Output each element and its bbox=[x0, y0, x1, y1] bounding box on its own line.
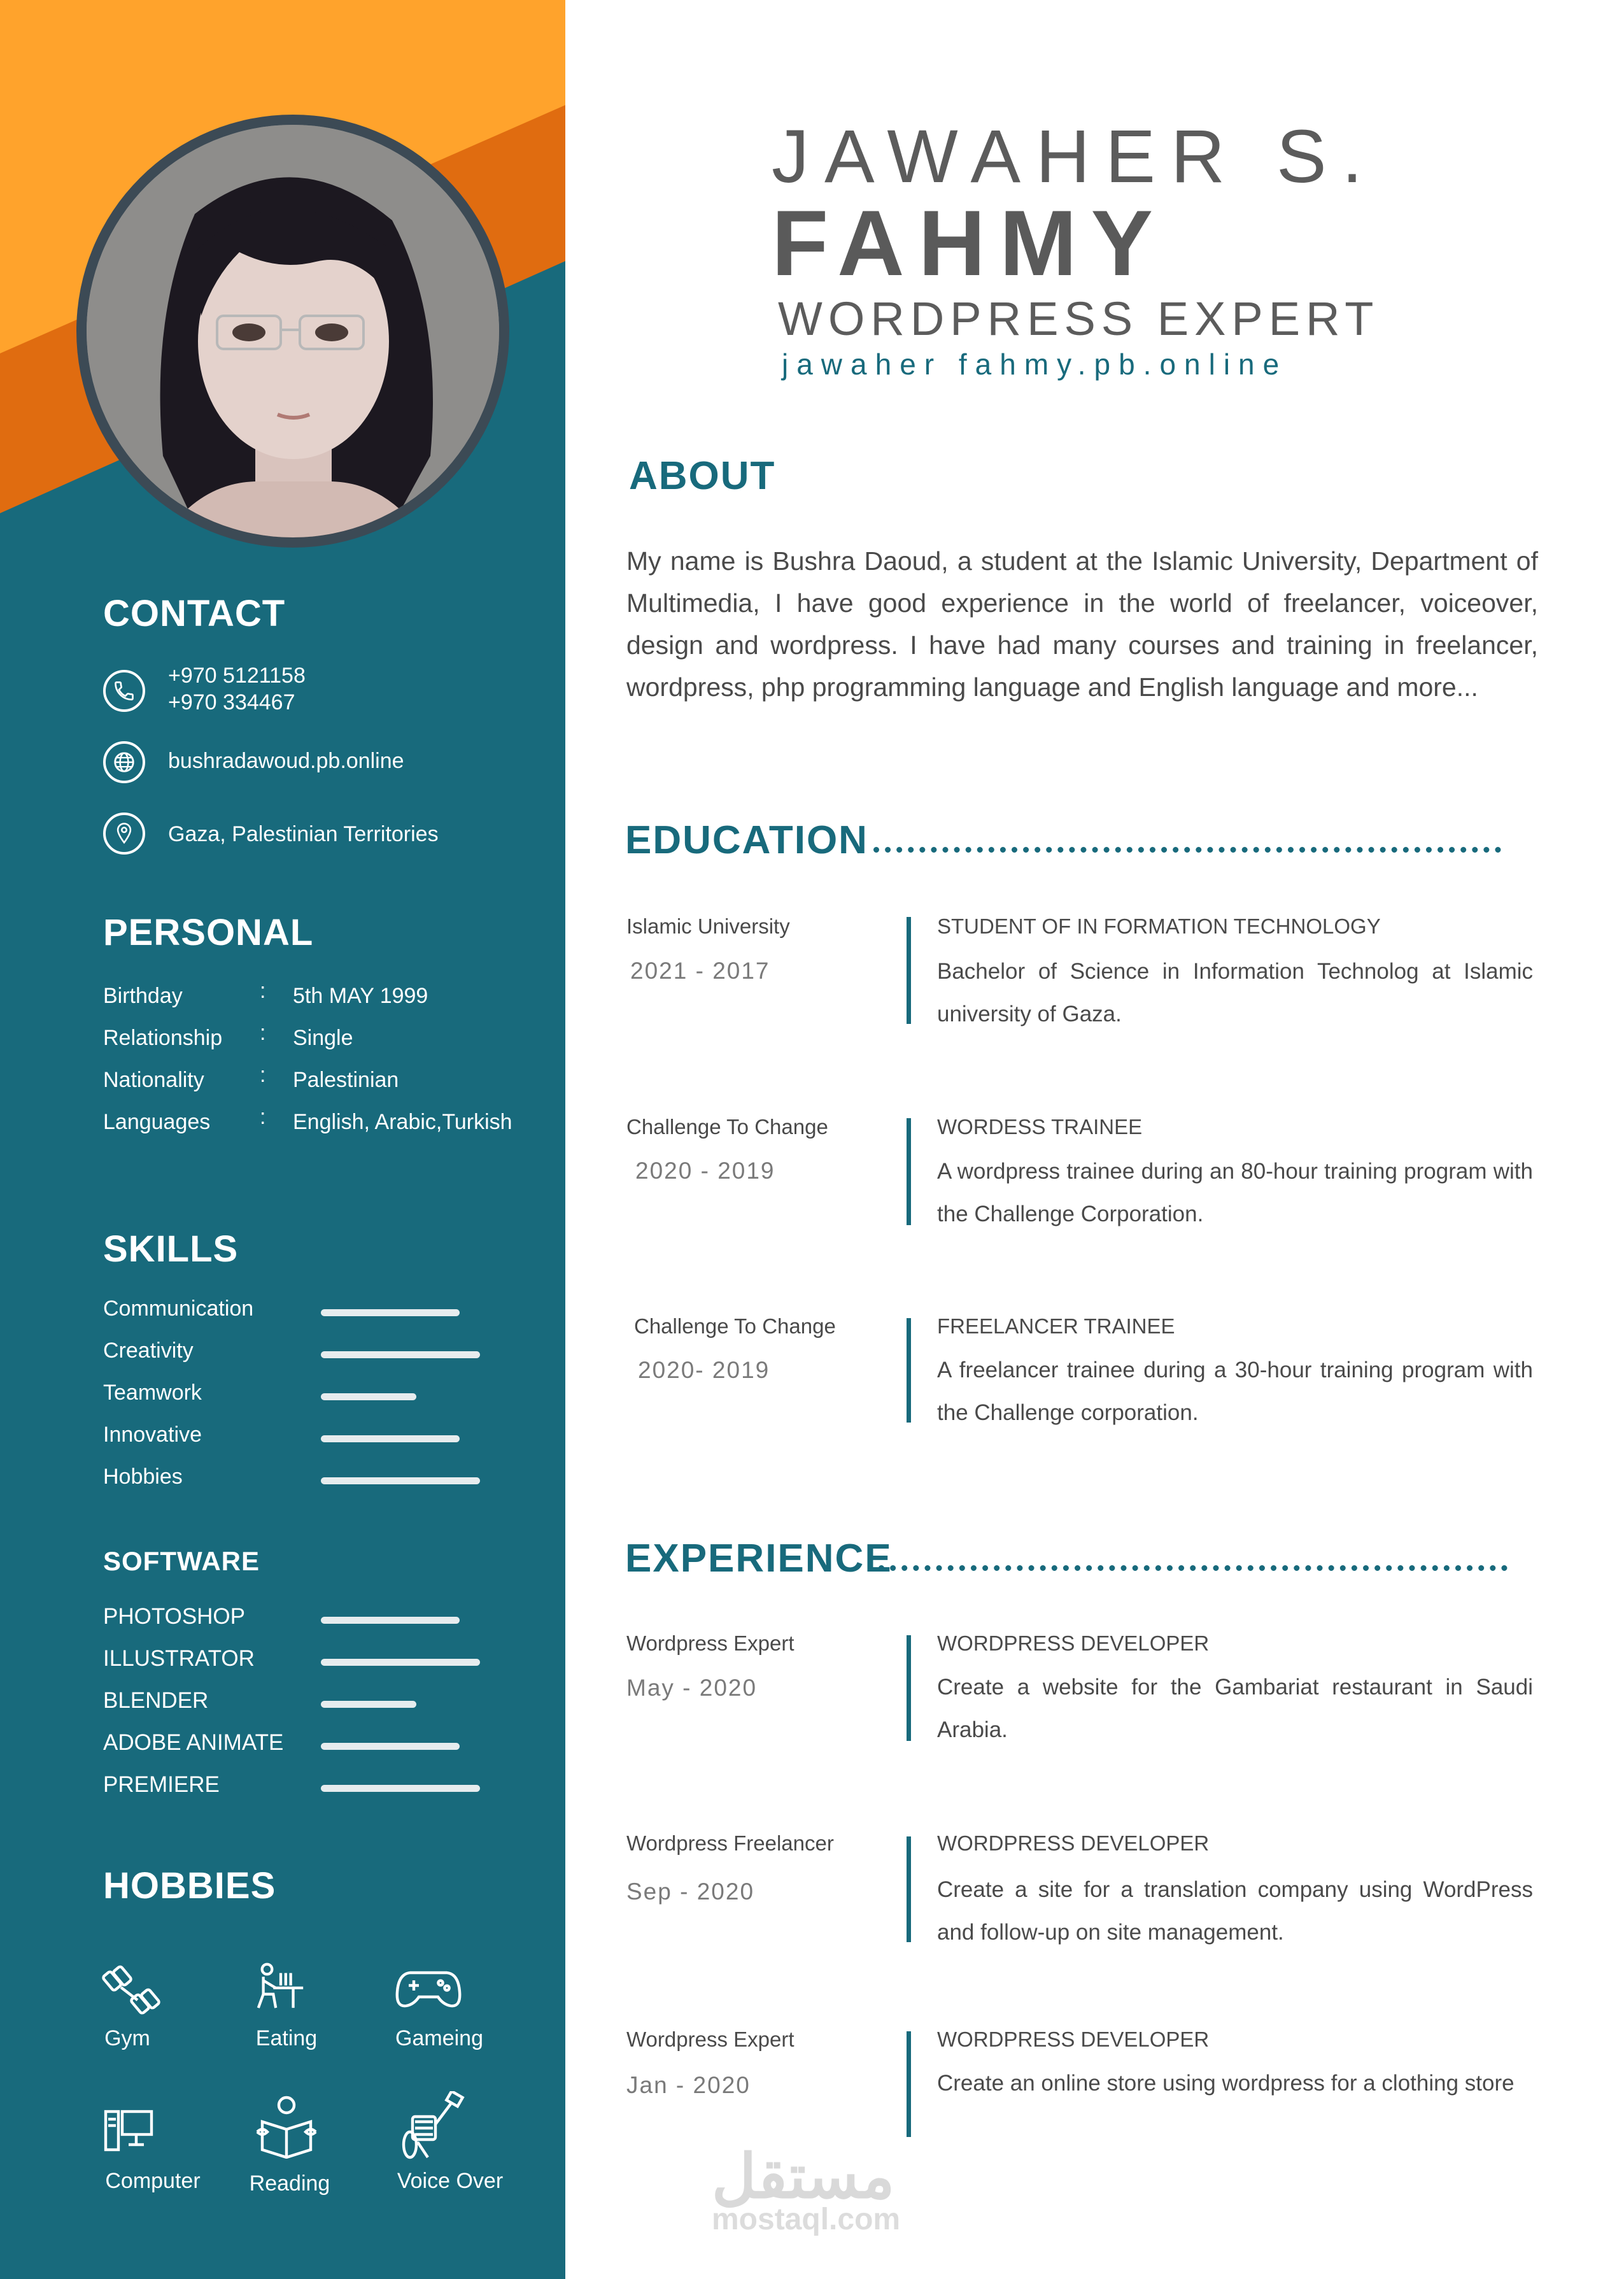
last-name: FAHMY bbox=[772, 191, 1167, 295]
education-desc: A freelancer trainee during a 30-hour training program with the Challenge corporation. bbox=[937, 1358, 1533, 1425]
experience-divider bbox=[907, 2031, 911, 2137]
profile-photo bbox=[87, 125, 499, 537]
education-org: Challenge To Change bbox=[634, 1314, 836, 1338]
software-level-bar bbox=[321, 1743, 460, 1750]
personal-label-relationship: Relationship bbox=[103, 1026, 223, 1050]
education-title: WORDESS TRAINEE bbox=[937, 1115, 1143, 1139]
phone-number-2: +970 334467 bbox=[168, 690, 295, 714]
skill-level-bar bbox=[321, 1477, 480, 1484]
personal-heading: PERSONAL bbox=[103, 912, 314, 953]
watermark-logo: مستقل bbox=[712, 2143, 895, 2211]
experience-title: WORDPRESS DEVELOPER bbox=[937, 1831, 1210, 1855]
software-label: ILLUSTRATOR bbox=[103, 1646, 255, 1671]
education-dotted-rule bbox=[873, 847, 1501, 853]
contact-location: Gaza, Palestinian Territories bbox=[168, 822, 439, 846]
contact-website: bushradawoud.pb.online bbox=[168, 749, 404, 773]
hobby-label-gym: Gym bbox=[104, 2026, 150, 2050]
experience-org: Wordpress Expert bbox=[626, 1631, 794, 1655]
experience-desc: Create an online store using wordpress for a clothing store bbox=[937, 2071, 1515, 2096]
experience-title: WORDPRESS DEVELOPER bbox=[937, 1631, 1210, 1655]
software-level-bar bbox=[321, 1701, 416, 1708]
education-title: STUDENT OF IN FORMATION TECHNOLOGY bbox=[937, 914, 1381, 938]
education-desc: Bachelor of Science in Information Technolog at Islamic university of Gaza. bbox=[937, 959, 1533, 1026]
personal-separator: : bbox=[260, 1021, 266, 1045]
eating-icon bbox=[253, 1960, 308, 2011]
education-date: 2020 - 2019 bbox=[635, 1158, 775, 1184]
experience-divider bbox=[907, 1635, 911, 1741]
personal-value-languages: English, Arabic,Turkish bbox=[293, 1110, 512, 1134]
education-divider bbox=[907, 1318, 911, 1423]
skill-level-bar bbox=[321, 1393, 416, 1400]
education-title: FREELANCER TRAINEE bbox=[937, 1314, 1175, 1338]
software-level-bar bbox=[321, 1785, 480, 1792]
personal-value-nationality: Palestinian bbox=[293, 1068, 399, 1092]
hobby-label-gaming: Gameing bbox=[395, 2026, 483, 2050]
personal-separator: : bbox=[260, 979, 266, 1003]
skill-label: Teamwork bbox=[103, 1381, 202, 1405]
education-org: Challenge To Change bbox=[626, 1115, 828, 1139]
software-level-bar bbox=[321, 1617, 460, 1624]
location-pin-icon bbox=[103, 813, 145, 855]
education-heading: EDUCATION bbox=[625, 818, 868, 862]
experience-date: May - 2020 bbox=[626, 1675, 758, 1701]
skill-label: Innovative bbox=[103, 1423, 202, 1447]
skills-heading: SKILLS bbox=[103, 1228, 239, 1270]
watermark-url: mostaql.com bbox=[712, 2203, 901, 2236]
about-text: My name is Bushra Daoud, a student at the Islamic University, Department of Multimedia, I have good experience in the world of freelancer, voiceover, design and wordpress. I have had many courses and training in freelancer, wordpress, php programming language and English language and more... bbox=[626, 546, 1538, 702]
software-level-bar bbox=[321, 1659, 480, 1666]
contact-heading: CONTACT bbox=[103, 593, 286, 634]
software-heading: SOFTWARE bbox=[103, 1546, 260, 1576]
education-org: Islamic University bbox=[626, 914, 790, 938]
computer-icon bbox=[103, 2106, 154, 2155]
software-label: BLENDER bbox=[103, 1688, 209, 1713]
education-date: 2021 - 2017 bbox=[630, 958, 770, 984]
education-divider bbox=[907, 1118, 911, 1225]
skill-level-bar bbox=[321, 1351, 480, 1358]
software-label: PREMIERE bbox=[103, 1772, 220, 1797]
experience-divider bbox=[907, 1836, 911, 1942]
microphone-icon bbox=[400, 2091, 466, 2160]
experience-desc: Create a website for the Gambariat restaurant in Saudi Arabia. bbox=[937, 1675, 1533, 1742]
job-role: WORDPRESS EXPERT bbox=[778, 292, 1380, 345]
personal-label-languages: Languages bbox=[103, 1110, 211, 1134]
experience-desc: Create a site for a translation company using WordPress and follow-up on site management. bbox=[937, 1877, 1533, 1945]
hobbies-heading: HOBBIES bbox=[103, 1865, 276, 1906]
experience-org: Wordpress Expert bbox=[626, 2027, 794, 2051]
experience-title: WORDPRESS DEVELOPER bbox=[937, 2027, 1210, 2051]
skill-label: Creativity bbox=[103, 1338, 194, 1363]
education-desc: A wordpress trainee during an 80-hour training program with the Challenge Corporation. bbox=[937, 1159, 1533, 1226]
skill-label: Hobbies bbox=[103, 1465, 183, 1489]
hobby-label-voice-over: Voice Over bbox=[397, 2169, 504, 2193]
gamepad-icon bbox=[395, 1966, 462, 2011]
skill-label: Communication bbox=[103, 1296, 254, 1321]
personal-label-birthday: Birthday bbox=[103, 984, 183, 1008]
skill-level-bar bbox=[321, 1435, 460, 1442]
personal-value-birthday: 5th MAY 1999 bbox=[293, 984, 428, 1008]
experience-date: Jan - 2020 bbox=[626, 2072, 751, 2098]
phone-icon bbox=[103, 670, 145, 712]
about-heading: ABOUT bbox=[629, 454, 776, 498]
experience-dotted-rule bbox=[879, 1565, 1507, 1571]
first-name: JAWAHER S. bbox=[772, 115, 1378, 199]
education-date: 2020- 2019 bbox=[638, 1357, 770, 1383]
phone-number-1: +970 5121158 bbox=[168, 664, 306, 688]
experience-date: Sep - 2020 bbox=[626, 1878, 755, 1905]
personal-separator: : bbox=[260, 1105, 266, 1129]
hobby-label-computer: Computer bbox=[105, 2169, 201, 2193]
personal-separator: : bbox=[260, 1063, 266, 1087]
reading-icon bbox=[255, 2094, 318, 2159]
software-label: ADOBE ANIMATE bbox=[103, 1730, 284, 1755]
software-label: PHOTOSHOP bbox=[103, 1604, 246, 1629]
hobby-label-eating: Eating bbox=[255, 2026, 318, 2050]
personal-value-relationship: Single bbox=[293, 1026, 353, 1050]
experience-org: Wordpress Freelancer bbox=[626, 1831, 834, 1855]
personal-label-nationality: Nationality bbox=[103, 1068, 204, 1092]
education-divider bbox=[907, 917, 911, 1024]
portrait-illustration bbox=[87, 125, 499, 537]
globe-icon bbox=[103, 741, 145, 783]
sidebar bbox=[0, 0, 565, 2279]
skill-level-bar bbox=[321, 1309, 460, 1316]
dumbbell-icon bbox=[102, 1964, 163, 2018]
hobby-label-reading: Reading bbox=[249, 2171, 330, 2196]
experience-heading: EXPERIENCE bbox=[625, 1537, 893, 1580]
personal-website[interactable]: jawaher fahmy.pb.online bbox=[782, 348, 1288, 381]
